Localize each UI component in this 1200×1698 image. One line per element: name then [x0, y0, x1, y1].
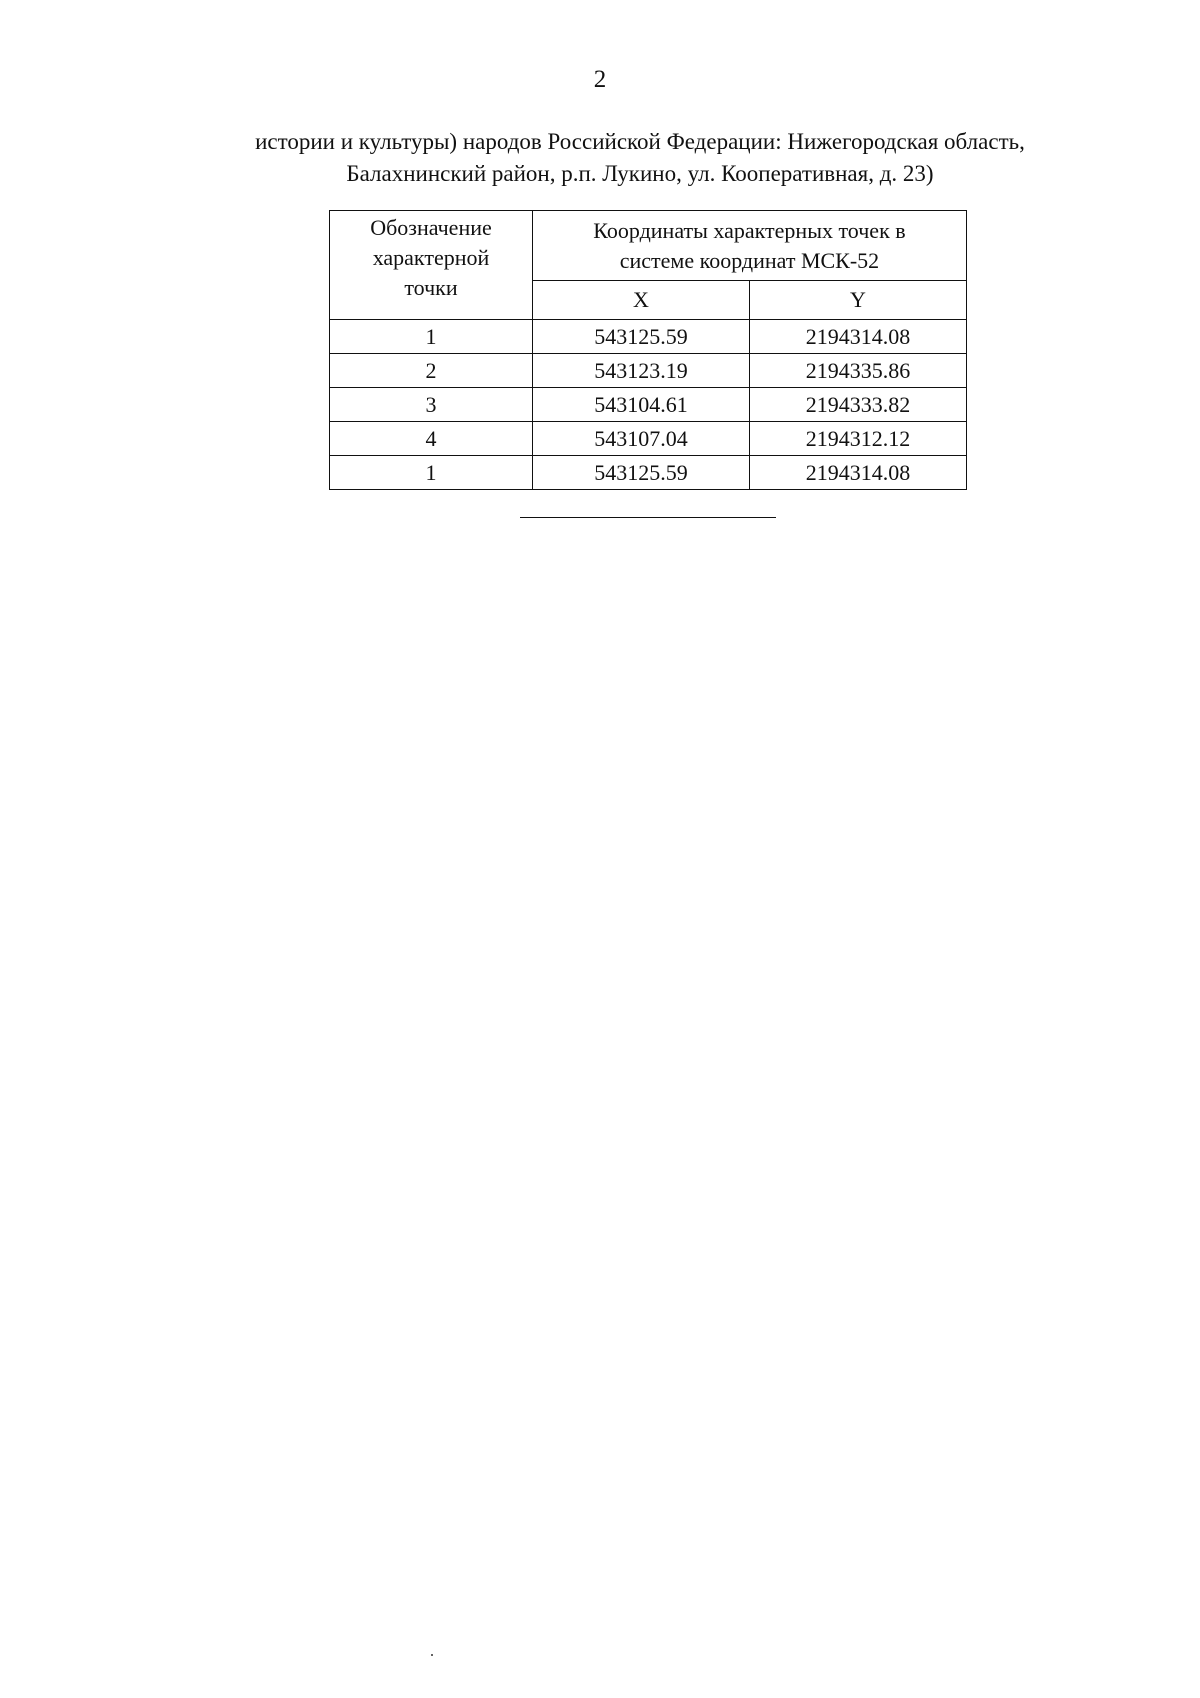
document-title [200, 126, 1080, 190]
header-y: Y [749, 281, 966, 320]
cell-x: 543107.04 [532, 422, 749, 456]
table-row [330, 354, 967, 388]
cell-x: 543123.19 [532, 354, 749, 388]
cell-x: 543125.59 [532, 320, 749, 354]
cell-x: 543104.61 [532, 388, 749, 422]
header-coordinates [532, 211, 966, 281]
title-line-2: Балахнинский район, р.п. Лукино, ул. Кооперативная, д. 23) [346, 161, 934, 186]
header-point-line-1: Обозначение [370, 215, 492, 240]
header-x: X [532, 281, 749, 320]
title-line-1: истории и культуры) народов Российской Федерации: Нижегородская область, [255, 129, 1025, 154]
cell-y: 2194314.08 [749, 320, 966, 354]
table-row [330, 456, 967, 490]
table-row [330, 388, 967, 422]
header-coords-line-1: Координаты характерных точек в [593, 217, 906, 243]
scan-speck [431, 1654, 433, 1656]
cell-y: 2194312.12 [749, 422, 966, 456]
page-number: 2 [593, 66, 607, 93]
header-point-designation [330, 211, 533, 320]
cell-y: 2194333.82 [749, 388, 966, 422]
cell-point: 4 [330, 422, 533, 456]
cell-point: 3 [330, 388, 533, 422]
cell-point: 2 [330, 354, 533, 388]
table-row [330, 320, 967, 354]
cell-x: 543125.59 [532, 456, 749, 490]
cell-y: 2194314.08 [749, 456, 966, 490]
cell-y: 2194335.86 [749, 354, 966, 388]
table-row [330, 422, 967, 456]
end-divider [520, 517, 776, 518]
coordinates-table [329, 210, 967, 490]
cell-point: 1 [330, 456, 533, 490]
header-coords-line-2: системе координат МСК-52 [619, 247, 880, 273]
header-point-line-3: точки [404, 275, 458, 300]
header-point-line-2: характерной [372, 245, 490, 270]
cell-point: 1 [330, 320, 533, 354]
